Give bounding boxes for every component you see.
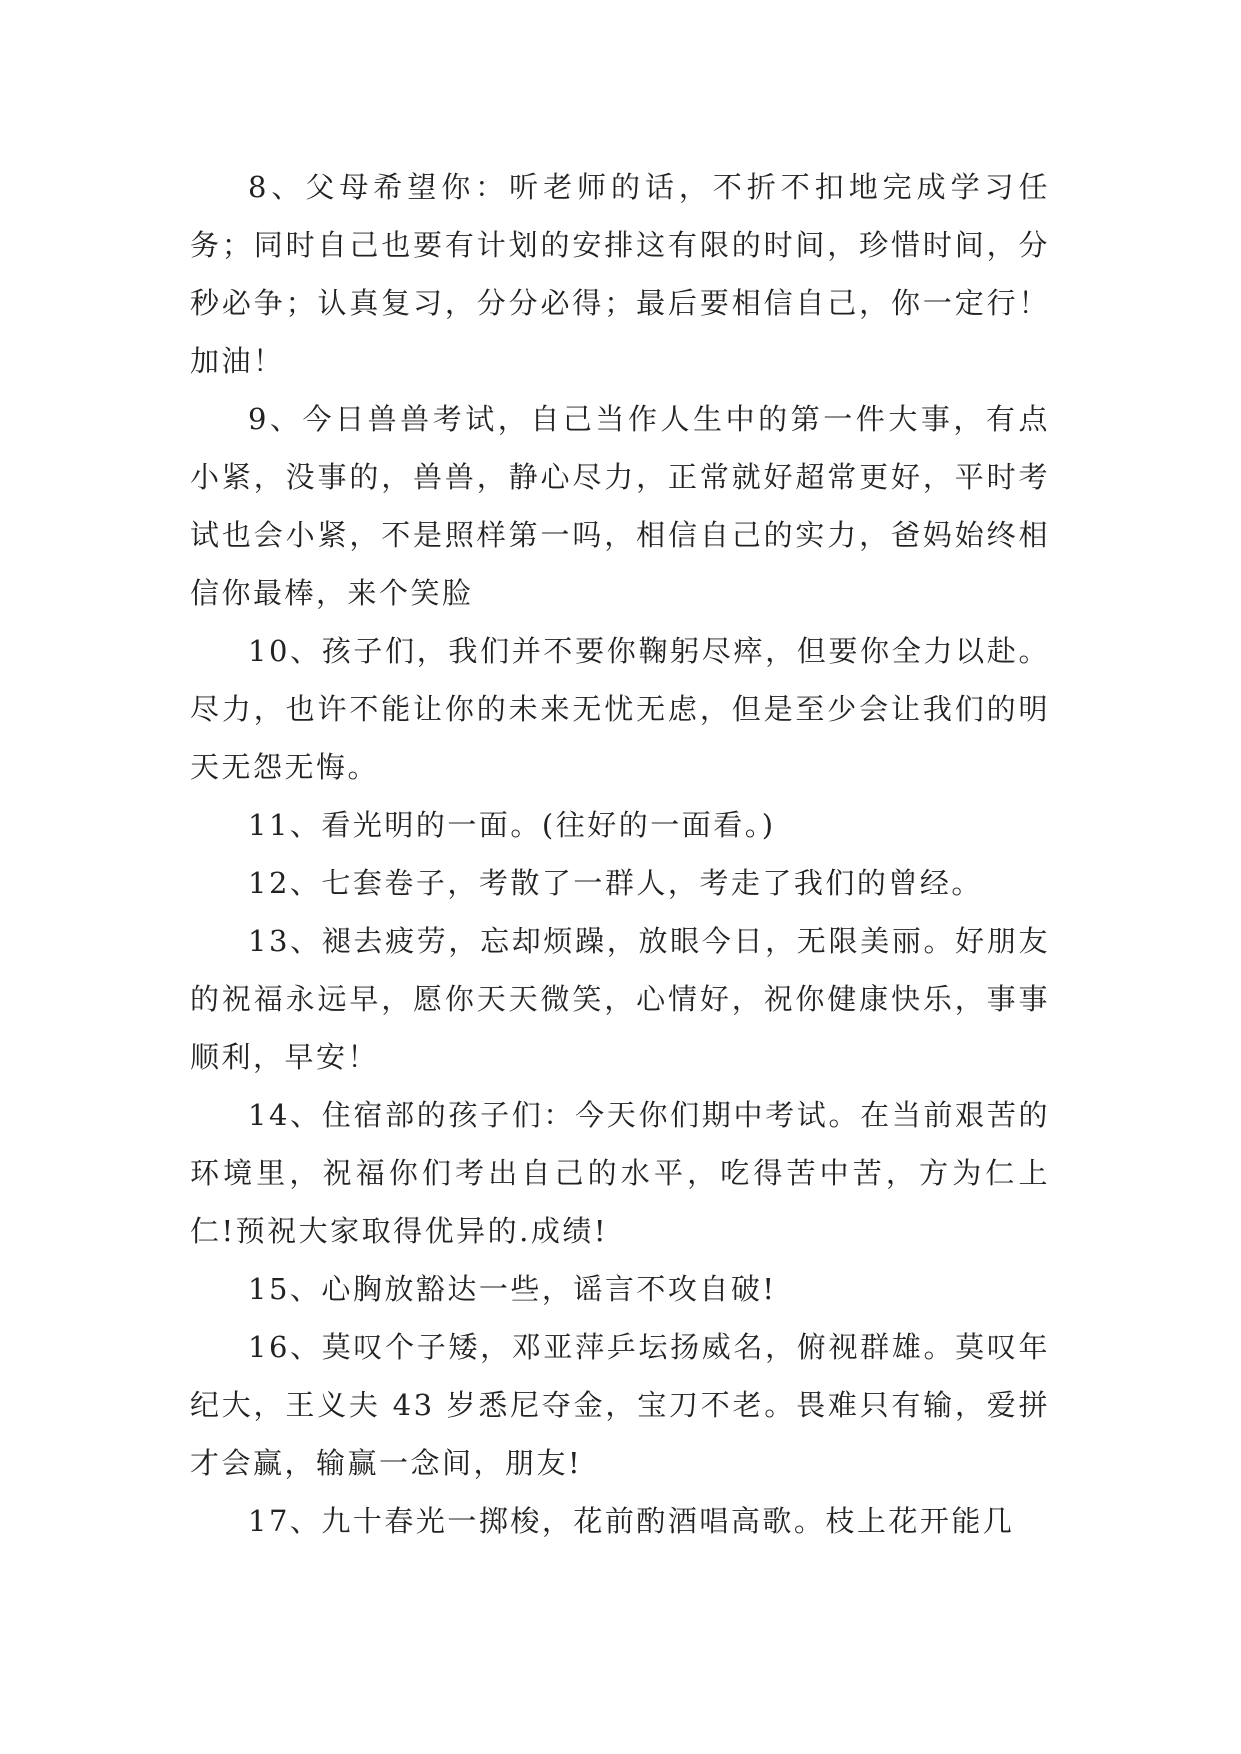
paragraph-10: 10、孩子们，我们并不要你鞠躬尽瘁，但要你全力以赴。尽力，也许不能让你的未来无忧无虑，但是至少会让我们的明天无怨无悔。 [190, 634, 1050, 784]
paragraph-13: 13、褪去疲劳，忘却烦躁，放眼今日，无限美丽。好朋友的祝福永远早，愿你天天微笑，心情好，祝你健康快乐，事事顺利，早安！ [190, 924, 1050, 1074]
paragraph-8: 8、父母希望你：听老师的话，不折不扣地完成学习任务；同时自己也要有计划的安排这有限的时间，珍惜时间，分秒必争；认真复习，分分必得；最后要相信自己，你一定行！加油！ [190, 170, 1050, 378]
paragraph-14: 14、住宿部的孩子们：今天你们期中考试。在当前艰苦的环境里，祝福你们考出自己的水平，吃得苦中苦，方为仁上仁!预祝大家取得优异的.成绩! [190, 1098, 1050, 1248]
document-body [190, 158, 1050, 1550]
paragraph-11: 11、看光明的一面。(往好的一面看。) [248, 808, 776, 842]
paragraph-17: 17、九十春光一掷梭，花前酌酒唱高歌。枝上花开能几 [248, 1504, 1015, 1538]
paragraph-16: 16、莫叹个子矮，邓亚萍乒坛扬威名，俯视群雄。莫叹年纪大，王义夫 43 岁悉尼夺金，宝刀不老。畏难只有输，爱拼才会赢，输赢一念间，朋友! [190, 1330, 1050, 1480]
paragraph-15: 15、心胸放豁达一些，谣言不攻自破! [248, 1272, 777, 1306]
paragraph-12: 12、七套卷子，考散了一群人，考走了我们的曾经。 [248, 866, 983, 900]
paragraph-9: 9、今日兽兽考试，自己当作人生中的第一件大事，有点小紧，没事的，兽兽，静心尽力，正常就好超常更好，平时考试也会小紧，不是照样第一吗，相信自己的实力，爸妈始终相信你最棒，来个笑脸 [190, 402, 1050, 610]
